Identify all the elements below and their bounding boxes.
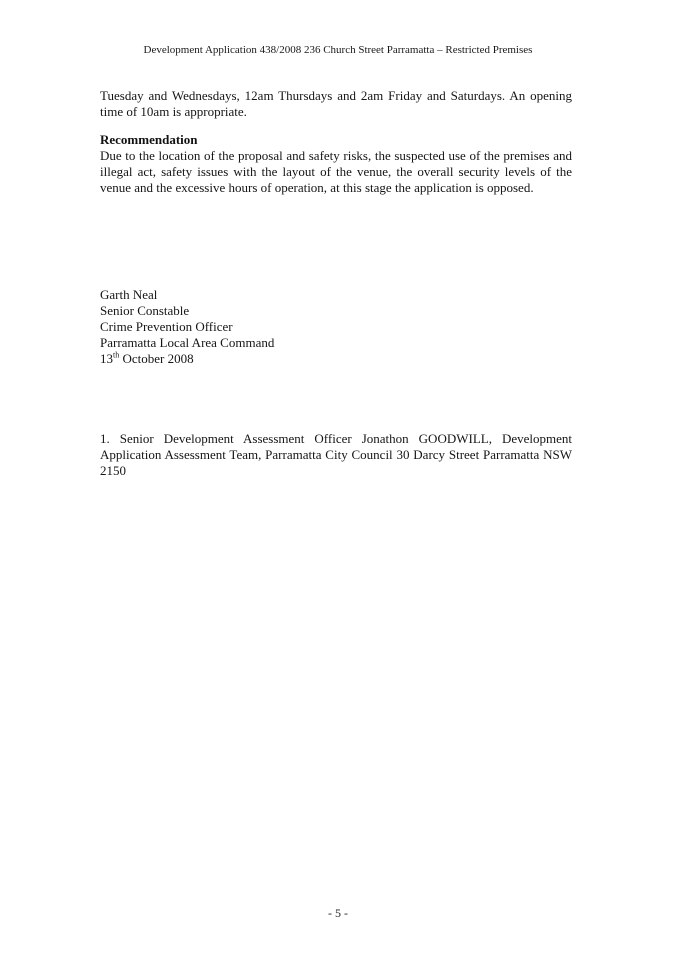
signatory-position: Crime Prevention Officer bbox=[100, 319, 233, 334]
recommendation-heading: Recommendation bbox=[100, 132, 198, 147]
recommendation-paragraph: Due to the location of the proposal and safety risks, the suspected use of the premises and illegal act, safety issues with the layout of the venue, the overall security levels of the venue and the excessive hours of operation, at this stage the application is opposed. bbox=[100, 148, 572, 195]
signature-date bbox=[100, 351, 274, 367]
signatory-name: Garth Neal bbox=[100, 287, 158, 302]
page-number: - 5 - bbox=[328, 906, 348, 920]
signature-block bbox=[100, 287, 274, 367]
date-month-year: October 2008 bbox=[119, 351, 194, 366]
distribution-item: 1. Senior Development Assessment Officer Jonathon GOODWILL, Development Application Assessment Team, Parramatta City Council 30 Darcy Street Parramatta NSW 2150 bbox=[100, 431, 572, 478]
date-day: 13 bbox=[100, 351, 113, 366]
running-header: Development Application 438/2008 236 Church Street Parramatta – Restricted Premises bbox=[143, 44, 533, 56]
signatory-rank: Senior Constable bbox=[100, 303, 190, 318]
date-ordinal-suffix: th bbox=[113, 350, 120, 360]
signatory-command: Parramatta Local Area Command bbox=[100, 335, 275, 350]
continuation-paragraph: Tuesday and Wednesdays, 12am Thursdays and 2am Friday and Saturdays. An opening time of 10am is appropriate. bbox=[100, 88, 572, 119]
